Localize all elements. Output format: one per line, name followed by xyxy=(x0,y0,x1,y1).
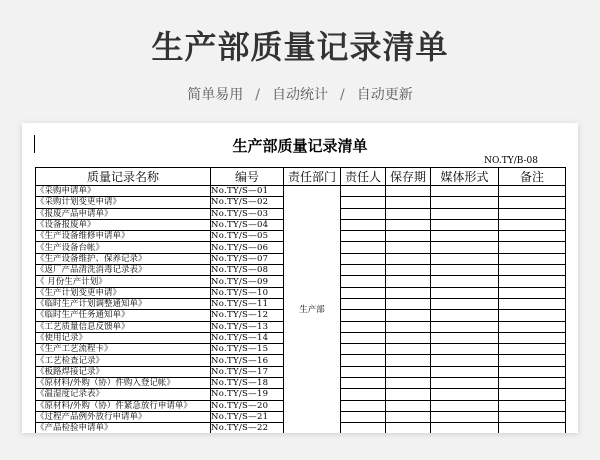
retention-cell xyxy=(386,423,431,433)
sheet-title: 生产部质量记录清单 xyxy=(232,137,368,155)
record-code-cell: No.TY/S—04 xyxy=(211,219,284,230)
record-code-cell: No.TY/S—15 xyxy=(211,344,284,355)
tagline-item: 自动统计 xyxy=(272,87,328,103)
remarks-cell xyxy=(499,332,566,343)
retention-cell xyxy=(386,332,431,343)
owner-cell xyxy=(341,310,386,321)
spreadsheet-preview xyxy=(22,123,578,433)
record-name-cell: 《原材料/外购（协）件紧急放行申请单》 xyxy=(36,400,211,411)
owner-cell xyxy=(341,186,386,197)
media-cell xyxy=(431,423,499,433)
header-retention: 保存期 xyxy=(386,168,431,186)
media-cell xyxy=(431,411,499,422)
retention-cell xyxy=(386,366,431,377)
table-row xyxy=(36,186,566,197)
record-code-cell: No.TY/S—07 xyxy=(211,253,284,264)
tagline-item: 简单易用 xyxy=(187,87,244,103)
owner-cell xyxy=(341,332,386,343)
record-code-cell: No.TY/S—09 xyxy=(211,276,284,287)
owner-cell xyxy=(341,276,386,287)
retention-cell xyxy=(386,400,431,411)
header-remarks: 备注 xyxy=(499,168,566,186)
media-cell xyxy=(431,276,499,287)
remarks-cell xyxy=(499,276,566,287)
media-cell xyxy=(431,344,499,355)
owner-cell xyxy=(341,253,386,264)
record-name-cell: 《生产工艺流程卡》 xyxy=(36,344,211,355)
remarks-cell xyxy=(499,378,566,389)
retention-cell xyxy=(386,265,431,276)
record-code-cell: No.TY/S—19 xyxy=(211,389,284,400)
record-name-cell: 《生产设备维护、保养记录》 xyxy=(36,253,211,264)
tagline-separator: / xyxy=(340,87,345,103)
retention-cell xyxy=(386,310,431,321)
retention-cell xyxy=(386,186,431,197)
retention-cell xyxy=(386,321,431,332)
record-name-cell: 《生产计划变更申请》 xyxy=(36,287,211,298)
remarks-cell xyxy=(499,411,566,422)
media-cell xyxy=(431,287,499,298)
owner-cell xyxy=(341,197,386,208)
owner-cell xyxy=(341,400,386,411)
header-media: 媒体形式 xyxy=(431,168,499,186)
owner-cell xyxy=(341,298,386,309)
record-code-cell: No.TY/S—21 xyxy=(211,411,284,422)
table-header-row xyxy=(36,168,566,186)
retention-cell xyxy=(386,287,431,298)
record-name-cell: 《产品检验申请单》 xyxy=(36,423,211,433)
owner-cell xyxy=(341,265,386,276)
media-cell xyxy=(431,242,499,253)
record-name-cell: 《采购计划变更申请》 xyxy=(36,197,211,208)
retention-cell xyxy=(386,389,431,400)
record-code-cell: No.TY/S—08 xyxy=(211,265,284,276)
media-cell xyxy=(431,231,499,242)
record-name-cell: 《设备报废单》 xyxy=(36,219,211,230)
record-code-cell: No.TY/S—02 xyxy=(211,197,284,208)
remarks-cell xyxy=(499,310,566,321)
remarks-cell xyxy=(499,208,566,219)
retention-cell xyxy=(386,378,431,389)
record-code-cell: No.TY/S—03 xyxy=(211,208,284,219)
retention-cell xyxy=(386,411,431,422)
record-name-cell: 《报废产品申请单》 xyxy=(36,208,211,219)
media-cell xyxy=(431,389,499,400)
retention-cell xyxy=(386,242,431,253)
header-record-name: 质量记录名称 xyxy=(36,168,211,186)
remarks-cell xyxy=(499,287,566,298)
record-code-cell: No.TY/S—18 xyxy=(211,378,284,389)
record-name-cell: 《过程产品例外放行申请单》 xyxy=(36,411,211,422)
record-name-cell: 《工艺检查记录》 xyxy=(36,355,211,366)
owner-cell xyxy=(341,321,386,332)
media-cell xyxy=(431,310,499,321)
retention-cell xyxy=(386,355,431,366)
owner-cell xyxy=(341,378,386,389)
record-name-cell: 《使用记录》 xyxy=(36,332,211,343)
record-code-cell: No.TY/S—17 xyxy=(211,366,284,377)
media-cell xyxy=(431,400,499,411)
record-name-cell: 《 月份生产计划》 xyxy=(36,276,211,287)
owner-cell xyxy=(341,366,386,377)
record-name-cell: 《采购申请单》 xyxy=(36,186,211,197)
record-code-cell: No.TY/S—14 xyxy=(211,332,284,343)
retention-cell xyxy=(386,197,431,208)
retention-cell xyxy=(386,231,431,242)
media-cell xyxy=(431,197,499,208)
remarks-cell xyxy=(499,355,566,366)
media-cell xyxy=(431,321,499,332)
retention-cell xyxy=(386,253,431,264)
media-cell xyxy=(431,265,499,276)
record-name-cell: 《工艺质量信息反馈单》 xyxy=(36,321,211,332)
department-cell: 生产部 xyxy=(284,186,341,434)
owner-cell xyxy=(341,389,386,400)
remarks-cell xyxy=(499,366,566,377)
record-code-cell: No.TY/S—20 xyxy=(211,400,284,411)
owner-cell xyxy=(341,242,386,253)
owner-cell xyxy=(341,411,386,422)
remarks-cell xyxy=(499,298,566,309)
owner-cell xyxy=(341,423,386,433)
remarks-cell xyxy=(499,400,566,411)
record-table xyxy=(35,167,566,433)
retention-cell xyxy=(386,219,431,230)
retention-cell xyxy=(386,276,431,287)
header-owner: 责任人 xyxy=(341,168,386,186)
remarks-cell xyxy=(499,389,566,400)
remarks-cell xyxy=(499,186,566,197)
remarks-cell xyxy=(499,231,566,242)
remarks-cell xyxy=(499,321,566,332)
header-department: 责任部门 xyxy=(284,168,341,186)
owner-cell xyxy=(341,208,386,219)
media-cell xyxy=(431,186,499,197)
owner-cell xyxy=(341,219,386,230)
tagline-item: 自动更新 xyxy=(356,87,413,103)
remarks-cell xyxy=(499,423,566,433)
remarks-cell xyxy=(499,253,566,264)
media-cell xyxy=(431,219,499,230)
retention-cell xyxy=(386,344,431,355)
record-name-cell: 《生产设备台帐》 xyxy=(36,242,211,253)
owner-cell xyxy=(341,355,386,366)
record-code-cell: No.TY/S—22 xyxy=(211,423,284,433)
media-cell xyxy=(431,355,499,366)
record-code-cell: No.TY/S—13 xyxy=(211,321,284,332)
owner-cell xyxy=(341,344,386,355)
remarks-cell xyxy=(499,265,566,276)
document-number: NO.TY/B-08 xyxy=(484,156,538,166)
media-cell xyxy=(431,332,499,343)
record-name-cell: 《原材料/外购（协）件购入登记帐》 xyxy=(36,378,211,389)
remarks-cell xyxy=(499,242,566,253)
header-code: 编号 xyxy=(211,168,284,186)
remarks-cell xyxy=(499,197,566,208)
media-cell xyxy=(431,366,499,377)
remarks-cell xyxy=(499,219,566,230)
media-cell xyxy=(431,378,499,389)
record-name-cell: 《板路焊接记录》 xyxy=(36,366,211,377)
record-name-cell: 《温湿度记录表》 xyxy=(36,389,211,400)
record-code-cell: No.TY/S—05 xyxy=(211,231,284,242)
record-name-cell: 《生产设备维修申请单》 xyxy=(36,231,211,242)
record-code-cell: No.TY/S—12 xyxy=(211,310,284,321)
remarks-cell xyxy=(499,344,566,355)
media-cell xyxy=(431,298,499,309)
owner-cell xyxy=(341,231,386,242)
record-code-cell: No.TY/S—10 xyxy=(211,287,284,298)
record-name-cell: 《临时生产计划调整通知单》 xyxy=(36,298,211,309)
record-name-cell: 《临时生产任务通知单》 xyxy=(36,310,211,321)
owner-cell xyxy=(341,287,386,298)
record-code-cell: No.TY/S—16 xyxy=(211,355,284,366)
retention-cell xyxy=(386,208,431,219)
media-cell xyxy=(431,253,499,264)
media-cell xyxy=(431,208,499,219)
record-code-cell: No.TY/S—11 xyxy=(211,298,284,309)
retention-cell xyxy=(386,298,431,309)
tagline xyxy=(0,84,600,104)
record-code-cell: No.TY/S—06 xyxy=(211,242,284,253)
record-code-cell: No.TY/S—01 xyxy=(211,186,284,197)
tagline-separator: / xyxy=(255,87,260,103)
page-title: 生产部质量记录清单 xyxy=(151,28,449,66)
record-name-cell: 《返厂产品清洗消毒记录表》 xyxy=(36,265,211,276)
